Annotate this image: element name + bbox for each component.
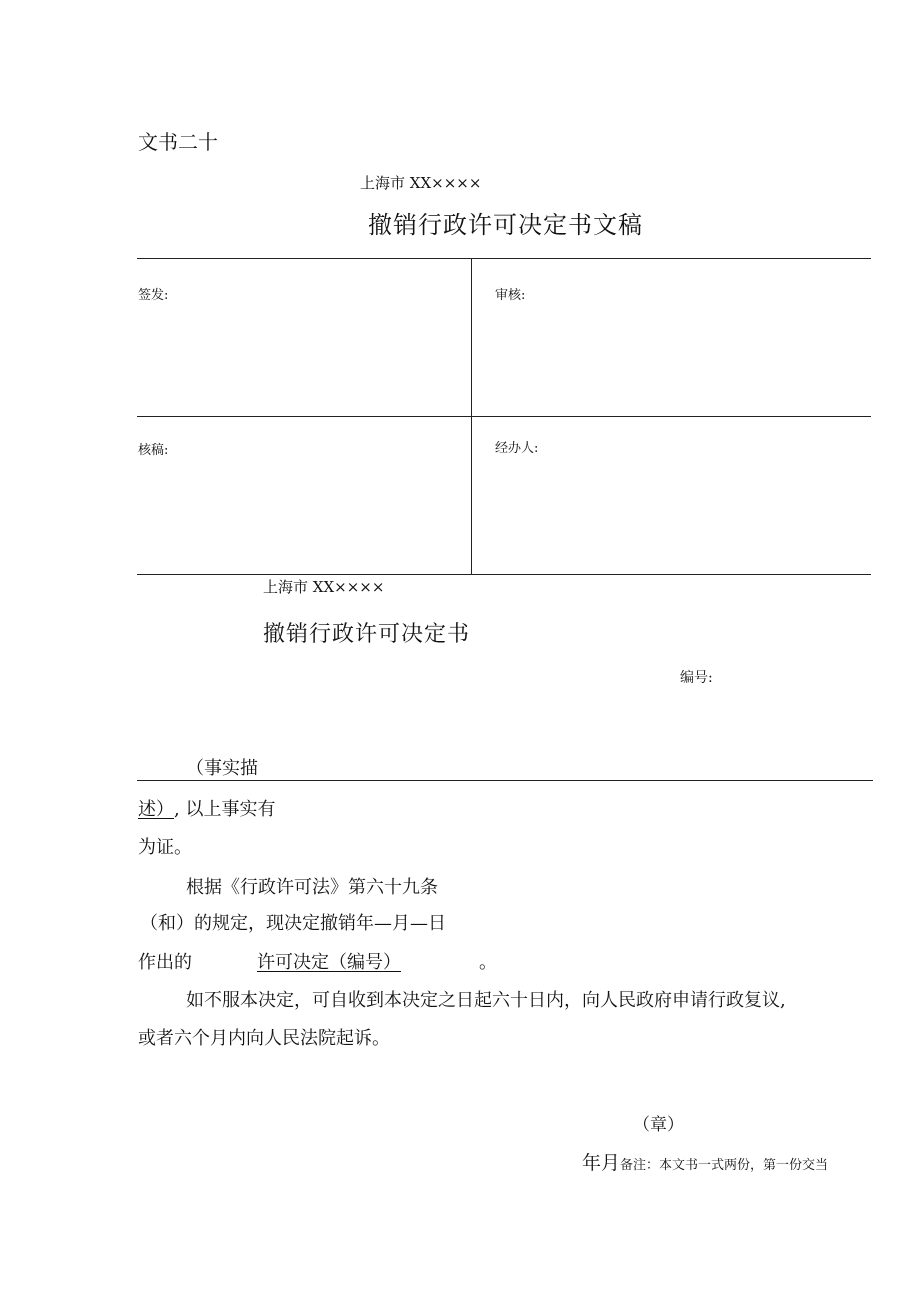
fact-description-start: （事实描: [186, 758, 258, 779]
handler-label: 经办人:: [495, 441, 539, 456]
evidence-line: 为证。: [138, 837, 192, 858]
table-middle-border: [137, 416, 871, 417]
permit-reference: 许可决定（编号）: [257, 952, 401, 973]
appeal-line-1: 如不服本决定，可自收到本决定之日起六十日内，向人民政府申请行政复议,: [186, 990, 786, 1011]
date-and-note: [582, 1148, 828, 1175]
clause-line: （和）的规定，现决定撤销年—月—日: [140, 913, 446, 934]
fact-fill-line: [137, 780, 873, 781]
draft-title: 撤销行政许可决定书文稿: [368, 211, 643, 239]
decision-title: 撤销行政许可决定书: [263, 622, 471, 647]
document-number-label: 编号:: [680, 670, 713, 686]
date-placeholder: 年月: [582, 1152, 621, 1174]
fact-close-text: 述）: [138, 799, 174, 820]
table-top-border: [137, 258, 871, 259]
sentence-period: 。: [479, 952, 497, 973]
legal-basis-line: 根据《行政许可法》第六十九条: [186, 877, 438, 898]
table-bottom-border: [137, 574, 871, 575]
table-column-divider: [471, 258, 472, 575]
made-prefix: 作出的: [138, 952, 192, 973]
remark-note: 备注：本文书一式两份，第一份交当: [620, 1158, 829, 1173]
issuing-organization: 上海市 XX××××: [360, 174, 482, 192]
document-label: 文书二十: [138, 130, 218, 154]
seal-placeholder: （章）: [633, 1115, 684, 1135]
appeal-line-2: 或者六个月内向人民法院起诉。: [138, 1028, 390, 1049]
fact-rest-text: , 以上事实有: [174, 799, 276, 820]
decision-organization: 上海市 XX××××: [263, 578, 385, 596]
sign-off-label: 签发:: [138, 288, 169, 303]
proofread-label: 核稿:: [138, 443, 169, 458]
review-label: 审核:: [495, 288, 526, 303]
fact-description-end: [138, 795, 275, 821]
